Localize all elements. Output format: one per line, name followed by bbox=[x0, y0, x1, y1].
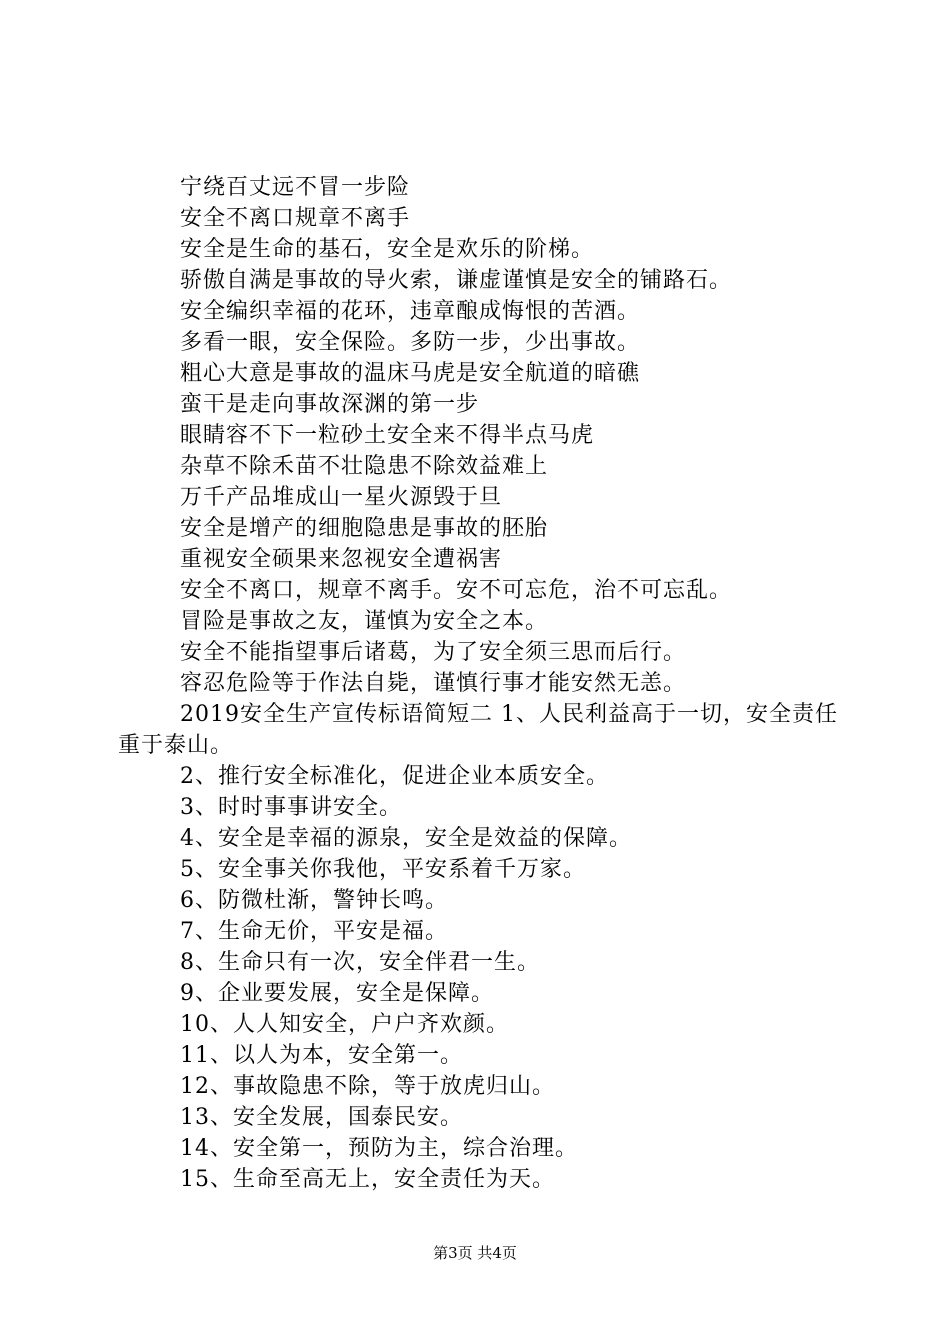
text-line: 安全是生命的基石，安全是欢乐的阶梯。 bbox=[180, 237, 595, 262]
text-line: 安全编织幸福的花环，违章酿成悔恨的苦酒。 bbox=[180, 299, 641, 324]
list-item: 2、推行安全标准化，促进企业本质安全。 bbox=[180, 764, 609, 789]
list-item: 9、企业要发展，安全是保障。 bbox=[180, 981, 494, 1006]
text-line: 蛮干是走向事故深渊的第一步 bbox=[180, 392, 480, 417]
text-line: 骄傲自满是事故的导火索，谦虚谨慎是安全的铺路石。 bbox=[180, 268, 733, 293]
text-line: 安全不能指望事后诸葛，为了安全须三思而后行。 bbox=[180, 640, 687, 665]
list-item: 10、人人知安全，户户齐欢颜。 bbox=[180, 1012, 509, 1037]
text-line: 重视安全硕果来忽视安全遭祸害 bbox=[180, 547, 503, 572]
section-paragraph: 2019安全生产宣传标语简短二 1、人民利益高于一切，安全责任重于泰山。 bbox=[118, 702, 838, 758]
page-footer: 第3页 共4页 bbox=[433, 1244, 517, 1262]
list-item: 15、生命至高无上，安全责任为天。 bbox=[180, 1167, 555, 1192]
list-item: 5、安全事关你我他，平安系着千万家。 bbox=[180, 857, 586, 882]
list-item: 6、防微杜渐，警钟长鸣。 bbox=[180, 888, 448, 913]
text-line: 眼睛容不下一粒砂土安全来不得半点马虎 bbox=[180, 423, 595, 448]
list-item: 4、安全是幸福的源泉，安全是效益的保障。 bbox=[180, 826, 632, 851]
text-line: 容忍危险等于作法自毙，谨慎行事才能安然无恙。 bbox=[180, 671, 687, 696]
list-item: 14、安全第一，预防为主，综合治理。 bbox=[180, 1136, 578, 1161]
list-item: 7、生命无价，平安是福。 bbox=[180, 919, 448, 944]
list-item: 13、安全发展，国泰民安。 bbox=[180, 1105, 463, 1130]
list-item: 8、生命只有一次，安全伴君一生。 bbox=[180, 950, 540, 975]
text-line: 杂草不除禾苗不壮隐患不除效益难上 bbox=[180, 454, 549, 479]
list-item: 3、时时事事讲安全。 bbox=[180, 795, 402, 820]
list-item: 12、事故隐患不除，等于放虎归山。 bbox=[180, 1074, 555, 1099]
document-body bbox=[118, 172, 838, 1195]
text-line: 万千产品堆成山一星火源毁于旦 bbox=[180, 485, 503, 510]
list-item: 11、以人为本，安全第一。 bbox=[180, 1043, 463, 1068]
text-line: 多看一眼，安全保险。多防一步，少出事故。 bbox=[180, 330, 641, 355]
text-line: 冒险是事故之友，谨慎为安全之本。 bbox=[180, 609, 549, 634]
text-line: 安全不离口，规章不离手。安不可忘危，治不可忘乱。 bbox=[180, 578, 733, 603]
text-line: 粗心大意是事故的温床马虎是安全航道的暗礁 bbox=[180, 361, 641, 386]
text-line: 宁绕百丈远不冒一步险 bbox=[180, 175, 411, 200]
text-line: 安全是增产的细胞隐患是事故的胚胎 bbox=[180, 516, 549, 541]
text-line: 安全不离口规章不离手 bbox=[180, 206, 411, 231]
